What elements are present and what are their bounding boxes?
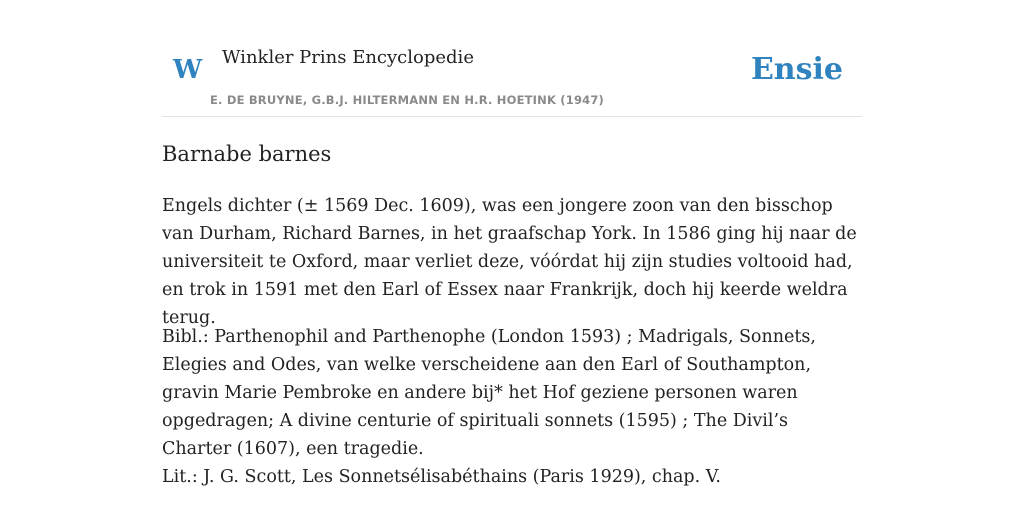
bibliography-paragraph: Bibl.: Parthenophil and Parthenophe (London 1593) ; Madrigals, Sonnets, Elegies and Odes, van welke verscheidene aan den Earl of Southampton, gravin Marie Pembroke en andere bij* het Hof geziene personen waren opgedragen; A divine centurie of spirituali sonnets (1595) ; The Divil’s Charter (1607), een tragedie. bbox=[162, 327, 816, 459]
entry-title: Barnabe barnes bbox=[162, 142, 332, 166]
literature-paragraph: Lit.: J. G. Scott, Les Sonnetsélisabéthains (Paris 1929), chap. V. bbox=[162, 467, 721, 487]
ensie-logo-link[interactable]: Ensie bbox=[750, 52, 843, 87]
article bbox=[162, 138, 862, 487]
publication-authors: E. DE BRUYNE, G.B.J. HILTERMANN EN H.R. HOETINK (1947) bbox=[210, 93, 605, 107]
article-paragraph: Engels dichter (± 1569 Dec. 1609), was een jongere zoon van den bisschop van Durham, Richard Barnes, in het graafschap York. In 1586 ging hij naar de universiteit te Oxford, maar verliet deze, vóórdat hij zijn studies voltooid had, en trok in 1591 met den Earl of Essex naar Frankrijk, doch hij keerde weldra terug. bbox=[162, 196, 857, 328]
publication-title: Winkler Prins Encyclopedie bbox=[222, 47, 474, 68]
winkler-prins-logo-icon: W bbox=[173, 55, 203, 85]
header bbox=[162, 0, 862, 117]
